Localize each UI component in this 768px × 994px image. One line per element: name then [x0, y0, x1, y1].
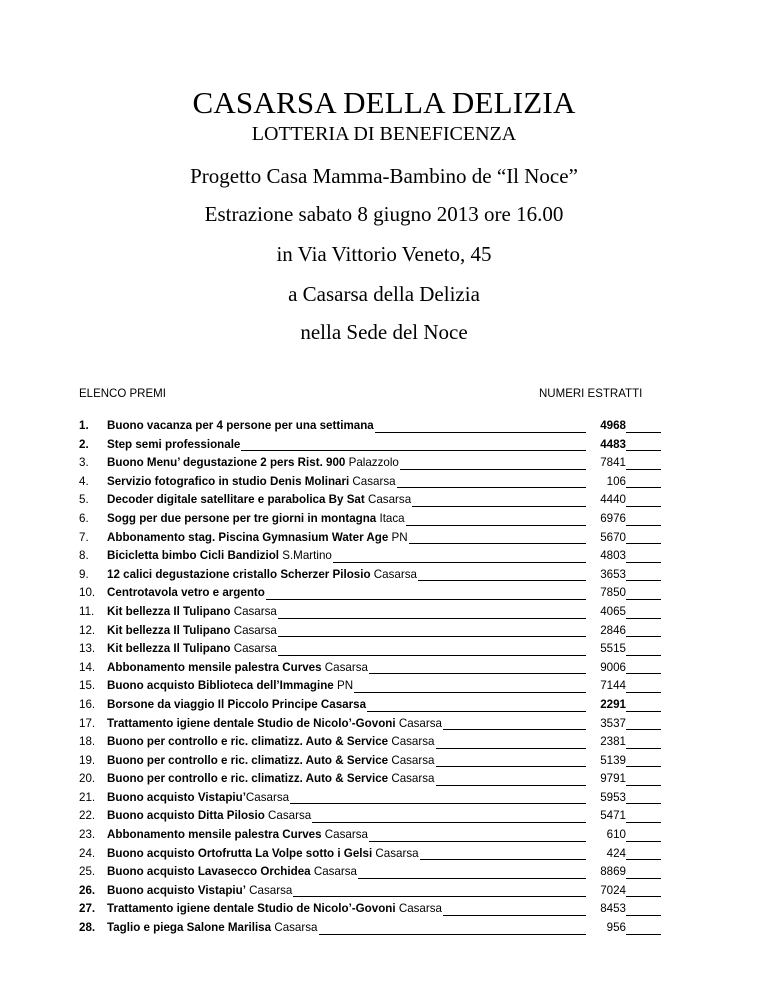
- prize-row: [79, 770, 679, 789]
- fill-line-tail: [626, 729, 661, 730]
- prize-number: 8.: [79, 549, 89, 563]
- fill-line: [319, 934, 586, 935]
- drawn-number: 5139: [600, 753, 626, 767]
- prize-location: Casarsa: [364, 493, 412, 507]
- fill-line-tail: [626, 580, 661, 581]
- prize-location: Casarsa: [245, 790, 290, 804]
- fill-line: [436, 748, 586, 749]
- drawn-number: 8869: [600, 865, 626, 879]
- prize-row: [79, 622, 679, 641]
- prize-name: Centrotavola vetro e argento: [107, 586, 265, 600]
- prize-number: 3.: [79, 456, 89, 470]
- prize-name: Sogg per due persone per tre giorni in montagna: [107, 511, 377, 525]
- drawn-number: 7024: [600, 883, 626, 897]
- drawn-number: 4440: [600, 493, 626, 507]
- prize-description: [107, 919, 318, 938]
- prize-number: 4.: [79, 474, 89, 488]
- fill-line: [436, 785, 586, 786]
- document-subtitle: LOTTERIA DI BENEFICENZA: [251, 123, 517, 145]
- drawn-number: 4065: [600, 604, 626, 618]
- drawn-number: 5670: [600, 530, 626, 544]
- prize-row: [79, 659, 679, 678]
- prize-description: [107, 454, 399, 473]
- prize-row: [79, 603, 679, 622]
- fill-line: [400, 469, 586, 470]
- prize-number: 28.: [79, 921, 96, 935]
- prize-row: [79, 826, 679, 845]
- prize-location: Casarsa: [245, 883, 293, 897]
- fill-line-tail: [626, 766, 661, 767]
- prize-location: Casarsa: [321, 660, 368, 674]
- fill-line: [369, 673, 586, 674]
- fill-line-tail: [626, 711, 661, 712]
- fill-line: [358, 878, 586, 879]
- prize-description: [107, 807, 311, 826]
- drawn-number: 4483: [600, 437, 626, 451]
- prize-location: Casarsa: [230, 604, 277, 618]
- prize-description: [107, 659, 368, 678]
- prize-row: [79, 845, 679, 864]
- prize-description: [107, 900, 442, 919]
- fill-line: [241, 450, 586, 451]
- fill-line: [333, 562, 586, 563]
- prize-description: [107, 863, 357, 882]
- prize-location: Casarsa: [388, 735, 435, 749]
- fill-line-tail: [626, 859, 661, 860]
- prize-description: [107, 417, 374, 436]
- prize-name: Taglio e piega Salone Marilisa: [107, 921, 272, 935]
- prize-location: Casarsa: [230, 623, 277, 637]
- prize-name: Buono acquisto Biblioteca dell’Immagine: [107, 679, 334, 693]
- prize-row: [79, 752, 679, 771]
- prize-number: 22.: [79, 809, 96, 823]
- prize-row: [79, 863, 679, 882]
- prize-row: [79, 900, 679, 919]
- prize-location: Casarsa: [395, 716, 442, 730]
- town-line: a Casarsa della Delizia: [288, 282, 480, 306]
- prize-name: Abbonamento stag. Piscina Gymnasium Water Age: [107, 530, 389, 544]
- prize-location: Casarsa: [388, 753, 435, 767]
- fill-line: [278, 618, 586, 619]
- fill-line-tail: [626, 543, 661, 544]
- prize-location: Casarsa: [370, 567, 417, 581]
- fill-line-tail: [626, 878, 661, 879]
- fill-line-tail: [626, 562, 661, 563]
- prize-row: [79, 529, 679, 548]
- drawn-number: 9006: [600, 660, 626, 674]
- prize-number: 14.: [79, 660, 96, 674]
- prize-row: [79, 696, 679, 715]
- prize-description: [107, 882, 292, 901]
- prize-location: Casarsa: [321, 828, 368, 842]
- prize-location: Casarsa: [349, 474, 396, 488]
- fill-line: [312, 822, 586, 823]
- drawn-number: 5953: [600, 790, 626, 804]
- prize-number: 19.: [79, 753, 96, 767]
- prize-row: [79, 789, 679, 808]
- prize-description: [107, 826, 368, 845]
- prize-number: 26.: [79, 883, 96, 897]
- drawn-number: 7144: [600, 679, 626, 693]
- fill-line-tail: [626, 822, 661, 823]
- prize-name: Buono acquisto Ditta Pilosio: [107, 809, 265, 823]
- prize-number: 24.: [79, 846, 96, 860]
- drawn-number: 2381: [600, 735, 626, 749]
- prize-location: Itaca: [376, 511, 405, 525]
- prize-description: [107, 622, 277, 641]
- prize-location: Casarsa: [372, 846, 419, 860]
- drawn-number: 4968: [600, 419, 626, 432]
- prize-description: [107, 436, 240, 455]
- fill-line-tail: [626, 934, 661, 935]
- prize-description: [107, 529, 408, 548]
- drawn-number: 3537: [600, 716, 626, 730]
- fill-line-tail: [626, 803, 661, 804]
- prize-number: 5.: [79, 493, 89, 507]
- prize-location: Casarsa: [310, 865, 357, 879]
- prize-row: [79, 715, 679, 734]
- prize-name: Trattamento igiene dentale Studio de Nicolo’-Govoni: [107, 716, 396, 730]
- fill-line-tail: [626, 618, 661, 619]
- prize-name: Kit bellezza Il Tulipano: [107, 604, 231, 618]
- drawn-number: 6976: [600, 511, 626, 525]
- prize-number: 18.: [79, 735, 96, 749]
- prize-number: 7.: [79, 530, 89, 544]
- prize-description: [107, 733, 435, 752]
- draw-date-line: Estrazione sabato 8 giugno 2013 ore 16.00: [204, 202, 564, 226]
- prize-location: PN: [388, 530, 408, 544]
- drawn-number: 2291: [600, 697, 626, 711]
- drawn-number: 5471: [600, 809, 626, 823]
- prize-name: Buono acquisto Ortofrutta La Volpe sotto i Gelsi: [107, 846, 373, 860]
- fill-line-tail: [626, 599, 661, 600]
- drawn-number: 4803: [600, 549, 626, 563]
- drawn-number: 3653: [600, 567, 626, 581]
- fill-line-tail: [626, 896, 661, 897]
- document-title: CASARSA DELLA DELIZIA: [192, 85, 576, 120]
- fill-line-tail: [626, 636, 661, 637]
- prize-description: [107, 752, 435, 771]
- prize-number: 1.: [79, 419, 89, 432]
- prize-name: Buono per controllo e ric. climatizz. Auto & Service: [107, 753, 389, 767]
- fill-line: [369, 841, 586, 842]
- prize-location: Palazzolo: [345, 456, 399, 470]
- address-line: in Via Vittorio Veneto, 45: [276, 242, 492, 266]
- prize-name: Buono acquisto Vistapiu’: [107, 883, 246, 897]
- prize-row: [79, 436, 679, 455]
- drawn-number: 610: [606, 828, 626, 842]
- prize-number: 20.: [79, 772, 96, 786]
- prize-location: Casarsa: [388, 772, 435, 786]
- prize-description: [107, 640, 277, 659]
- prize-row: [79, 473, 679, 492]
- prize-row: [79, 547, 679, 566]
- prize-name: 12 calici degustazione cristallo Scherzer Pilosio: [107, 567, 371, 581]
- fill-line: [278, 655, 586, 656]
- fill-line: [406, 525, 586, 526]
- prize-number: 15.: [79, 679, 96, 693]
- drawn-number: 7841: [600, 456, 626, 470]
- prize-number: 9.: [79, 567, 89, 581]
- fill-line: [354, 692, 586, 693]
- drawn-number: 424: [606, 846, 626, 860]
- fill-line-tail: [626, 506, 661, 507]
- prize-name: Step semi professionale: [107, 437, 241, 451]
- prize-name: Bicicletta bimbo Cicli Bandiziol: [107, 549, 279, 563]
- prize-row: [79, 510, 679, 529]
- prize-number: 17.: [79, 716, 96, 730]
- prize-description: [107, 491, 411, 510]
- fill-line-tail: [626, 748, 661, 749]
- fill-line: [443, 915, 586, 916]
- drawn-number: 106: [606, 474, 626, 488]
- fill-line-tail: [626, 841, 661, 842]
- prize-name: Buono per controllo e ric. climatizz. Auto & Service: [107, 772, 389, 786]
- prize-row: [79, 882, 679, 901]
- prize-name: Borsone da viaggio Il Piccolo Principe Casarsa: [107, 697, 367, 711]
- prize-number: 13.: [79, 642, 96, 656]
- prize-number: 27.: [79, 902, 96, 916]
- prize-location: Casarsa: [271, 921, 318, 935]
- fill-line: [418, 580, 586, 581]
- prize-name: Buono acquisto Vistapiu’: [107, 790, 246, 804]
- prize-number: 25.: [79, 865, 96, 879]
- prize-row: [79, 677, 679, 696]
- fill-line-tail: [626, 525, 661, 526]
- prize-row: [79, 491, 679, 510]
- prize-description: [107, 473, 396, 492]
- prize-number: 6.: [79, 511, 89, 525]
- prize-description: [107, 696, 366, 715]
- fill-line: [367, 711, 586, 712]
- prize-name: Kit bellezza Il Tulipano: [107, 642, 231, 656]
- prize-location: Casarsa: [395, 902, 442, 916]
- prize-number: 16.: [79, 697, 96, 711]
- prize-name: Trattamento igiene dentale Studio de Nicolo’-Govoni: [107, 902, 396, 916]
- prize-location: PN: [333, 679, 354, 693]
- prize-number: 2.: [79, 437, 89, 451]
- prize-row: [79, 640, 679, 659]
- prize-name: Buono Menu’ degustazione 2 pers Rist. 900: [107, 456, 346, 470]
- prize-location: Casarsa: [230, 642, 277, 656]
- fill-line: [412, 506, 586, 507]
- fill-line: [409, 543, 586, 544]
- prize-number: 21.: [79, 790, 96, 804]
- prize-description: [107, 603, 277, 622]
- drawn-number: 2846: [600, 623, 626, 637]
- fill-line: [266, 599, 586, 600]
- prize-description: [107, 845, 419, 864]
- prize-description: [107, 566, 417, 585]
- prize-number: 23.: [79, 828, 96, 842]
- fill-line: [278, 636, 586, 637]
- prize-number: 12.: [79, 623, 96, 637]
- prize-row: [79, 733, 679, 752]
- drawn-number: 5515: [600, 642, 626, 656]
- prize-name: Abbonamento mensile palestra Curves: [107, 660, 322, 674]
- prize-number: 10.: [79, 586, 96, 600]
- prize-list-header: ELENCO PREMI: [79, 388, 166, 400]
- fill-line: [420, 859, 586, 860]
- prize-list: [79, 417, 679, 938]
- prize-row: [79, 417, 679, 436]
- fill-line: [293, 896, 586, 897]
- prize-name: Decoder digitale satellitare e parabolica By Sat: [107, 493, 365, 507]
- fill-line-tail: [626, 673, 661, 674]
- fill-line-tail: [626, 450, 661, 451]
- venue-line: nella Sede del Noce: [300, 320, 468, 344]
- prize-name: Buono per controllo e ric. climatizz. Auto & Service: [107, 735, 389, 749]
- drawn-number: 9791: [600, 772, 626, 786]
- prize-location: Casarsa: [264, 809, 312, 823]
- fill-line-tail: [626, 487, 661, 488]
- fill-line: [397, 487, 586, 488]
- prize-name: Kit bellezza Il Tulipano: [107, 623, 231, 637]
- drawn-number: 956: [606, 921, 626, 935]
- prize-description: [107, 584, 265, 603]
- prize-number: 11.: [79, 604, 95, 618]
- drawn-number: 7850: [600, 586, 626, 600]
- drawn-numbers-header: NUMERI ESTRATTI: [539, 388, 643, 400]
- prize-description: [107, 547, 332, 566]
- prize-description: [107, 715, 442, 734]
- prize-description: [107, 510, 405, 529]
- drawn-number: 8453: [600, 902, 626, 916]
- prize-name: Servizio fotografico in studio Denis Molinari: [107, 474, 350, 488]
- fill-line: [375, 432, 586, 433]
- project-line: Progetto Casa Mamma-Bambino de “Il Noce”: [190, 164, 578, 188]
- fill-line: [443, 729, 586, 730]
- fill-line-tail: [626, 655, 661, 656]
- prize-description: [107, 677, 353, 696]
- prize-name: Abbonamento mensile palestra Curves: [107, 828, 322, 842]
- prize-name: Buono vacanza per 4 persone per una settimana: [107, 419, 374, 432]
- fill-line-tail: [626, 432, 661, 433]
- prize-row: [79, 566, 679, 585]
- fill-line: [290, 803, 586, 804]
- prize-row: [79, 919, 679, 938]
- prize-row: [79, 454, 679, 473]
- prize-row: [79, 584, 679, 603]
- fill-line-tail: [626, 785, 661, 786]
- fill-line-tail: [626, 692, 661, 693]
- prize-location: S.Martino: [279, 549, 332, 563]
- prize-description: [107, 770, 435, 789]
- fill-line-tail: [626, 469, 661, 470]
- prize-name: Buono acquisto Lavasecco Orchidea: [107, 865, 311, 879]
- fill-line: [436, 766, 586, 767]
- fill-line-tail: [626, 915, 661, 916]
- prize-description: [107, 789, 289, 808]
- prize-row: [79, 807, 679, 826]
